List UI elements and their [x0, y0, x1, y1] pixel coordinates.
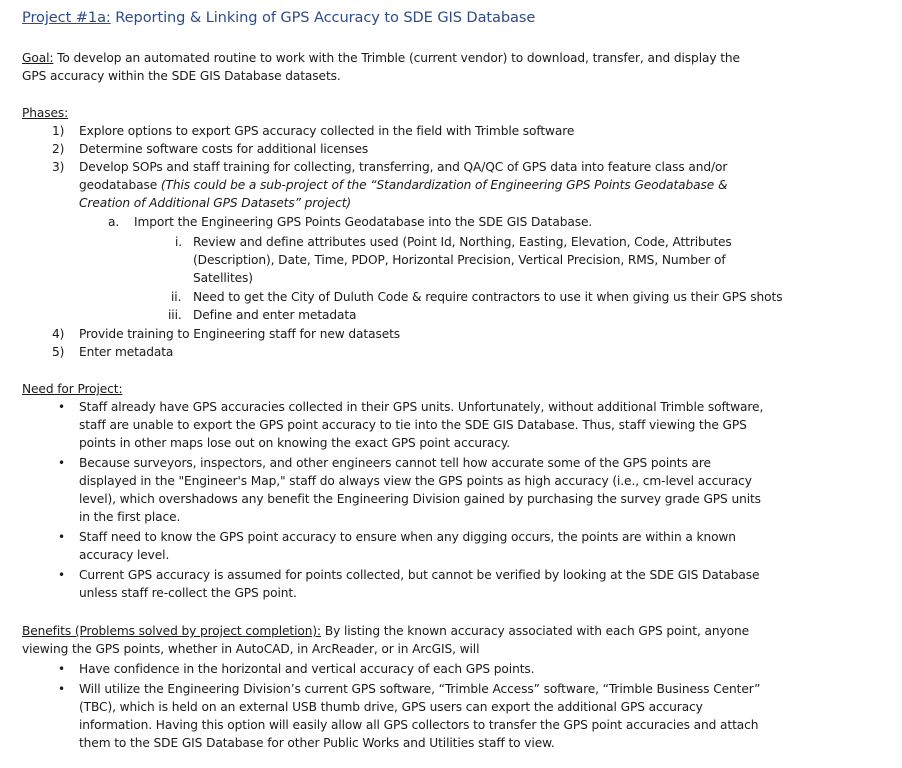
goal-line-1 — [22, 49, 740, 67]
phase-item: Explore options to export GPS accuracy collected in the field with Trimble software — [79, 124, 575, 138]
roman-item: Define and enter metadata — [193, 308, 357, 322]
phase-item-cont — [79, 176, 727, 194]
phase-item: Provide training to Engineering staff for new datasets — [79, 327, 401, 341]
need-bullet-line: level), which overshadows any benefit the Engineering Division gained by purchasing the survey grade GPS units — [79, 492, 761, 506]
need-heading: Need for Project: — [22, 382, 123, 396]
benefits-text-1: By listing the known accuracy associated with each GPS point, anyone — [321, 624, 750, 638]
roman-item: Review and define attributes used (Point Id, Northing, Easting, Elevation, Code, Attributes — [193, 235, 732, 249]
phase-item-note: (This could be a sub-project of the “Standardization of Engineering GPS Points Geodatabase & — [160, 178, 728, 192]
phase-item: Enter metadata — [79, 345, 174, 359]
roman-item: Need to get the City of Duluth Code & require contractors to use it when giving us their GPS shots — [193, 290, 783, 304]
subphase-item: Import the Engineering GPS Points Geodatabase into the SDE GIS Database. — [134, 215, 593, 229]
phase-item: Develop SOPs and staff training for collecting, transferring, and QA/QC of GPS data into feature class and/or — [79, 160, 728, 174]
bullet-dot: • — [58, 530, 66, 544]
roman-number: i. — [175, 235, 183, 249]
phase-item-text: geodatabase — [79, 178, 161, 192]
title-prefix: Project #1a: — [22, 9, 111, 26]
roman-item-cont: Satellites) — [193, 271, 253, 285]
need-bullet-line: staff are unable to export the GPS point accuracy to tie into the SDE GIS Database. Thus, staff viewing the GPS — [79, 418, 747, 432]
phase-number: 5) — [52, 345, 65, 359]
phase-item: Determine software costs for additional licenses — [79, 142, 369, 156]
subphase-letter: a. — [108, 215, 120, 229]
benefit-bullet-line: Will utilize the Engineering Division’s current GPS software, “Trimble Access” software, “Trimble Business Center” — [79, 682, 761, 696]
goal-text-1: To develop an automated routine to work with the Trimble (current vendor) to download, transfer, and display the — [53, 51, 740, 65]
need-bullet-line: Staff need to know the GPS point accuracy to ensure when any digging occurs, the points are within a known — [79, 530, 736, 544]
bullet-dot: • — [58, 568, 66, 582]
benefit-bullet-line: information. Having this option will easily allow all GPS collectors to transfer the GPS point accuracies and attach — [79, 718, 759, 732]
need-bullet-line: points in other maps lose out on knowing the exact GPS point accuracy. — [79, 436, 510, 450]
need-bullet-line: in the first place. — [79, 510, 181, 524]
benefits-heading: Benefits (Problems solved by project completion): — [22, 624, 322, 638]
phase-number: 1) — [52, 124, 65, 138]
phase-item-note: Creation of Additional GPS Datasets” project) — [79, 196, 352, 210]
page-title — [22, 9, 535, 27]
benefits-line-1 — [22, 622, 749, 640]
bullet-dot: • — [58, 682, 66, 696]
bullet-dot: • — [58, 400, 66, 414]
phase-number: 2) — [52, 142, 65, 156]
need-bullet-line: Staff already have GPS accuracies collected in their GPS units. Unfortunately, without additional Trimble software, — [79, 400, 764, 414]
bullet-dot: • — [58, 456, 66, 470]
roman-number: iii. — [168, 308, 182, 322]
benefit-bullet-line: (TBC), which is held on an external USB thumb drive, GPS users can export the additional GPS accuracy — [79, 700, 703, 714]
need-bullet-line: Current GPS accuracy is assumed for points collected, but cannot be verified by looking at the SDE GIS Database — [79, 568, 760, 582]
benefits-line-2: viewing the GPS points, whether in AutoCAD, in ArcReader, or in ArcGIS, will — [22, 642, 480, 656]
need-bullet-line: unless staff re-collect the GPS point. — [79, 586, 297, 600]
need-bullet-line: displayed in the "Engineer's Map," staff do always view the GPS points as high accuracy (i.e., cm-level accuracy — [79, 474, 752, 488]
title-text: Reporting & Linking of GPS Accuracy to SDE GIS Database — [110, 9, 536, 26]
need-bullet-line: accuracy level. — [79, 548, 170, 562]
benefit-bullet-line: Have confidence in the horizontal and vertical accuracy of each GPS points. — [79, 662, 535, 676]
phase-number: 3) — [52, 160, 65, 174]
goal-label: Goal: — [22, 51, 54, 65]
goal-line-2: GPS accuracy within the SDE GIS Database datasets. — [22, 69, 341, 83]
phase-number: 4) — [52, 327, 65, 341]
roman-number: ii. — [171, 290, 182, 304]
roman-item-cont: (Description), Date, Time, PDOP, Horizontal Precision, Vertical Precision, RMS, Number of — [193, 253, 726, 267]
bullet-dot: • — [58, 662, 66, 676]
phases-heading: Phases: — [22, 106, 69, 120]
benefit-bullet-line: them to the SDE GIS Database for other Public Works and Utilities staff to view. — [79, 736, 555, 750]
need-bullet-line: Because surveyors, inspectors, and other engineers cannot tell how accurate some of the GPS points are — [79, 456, 711, 470]
